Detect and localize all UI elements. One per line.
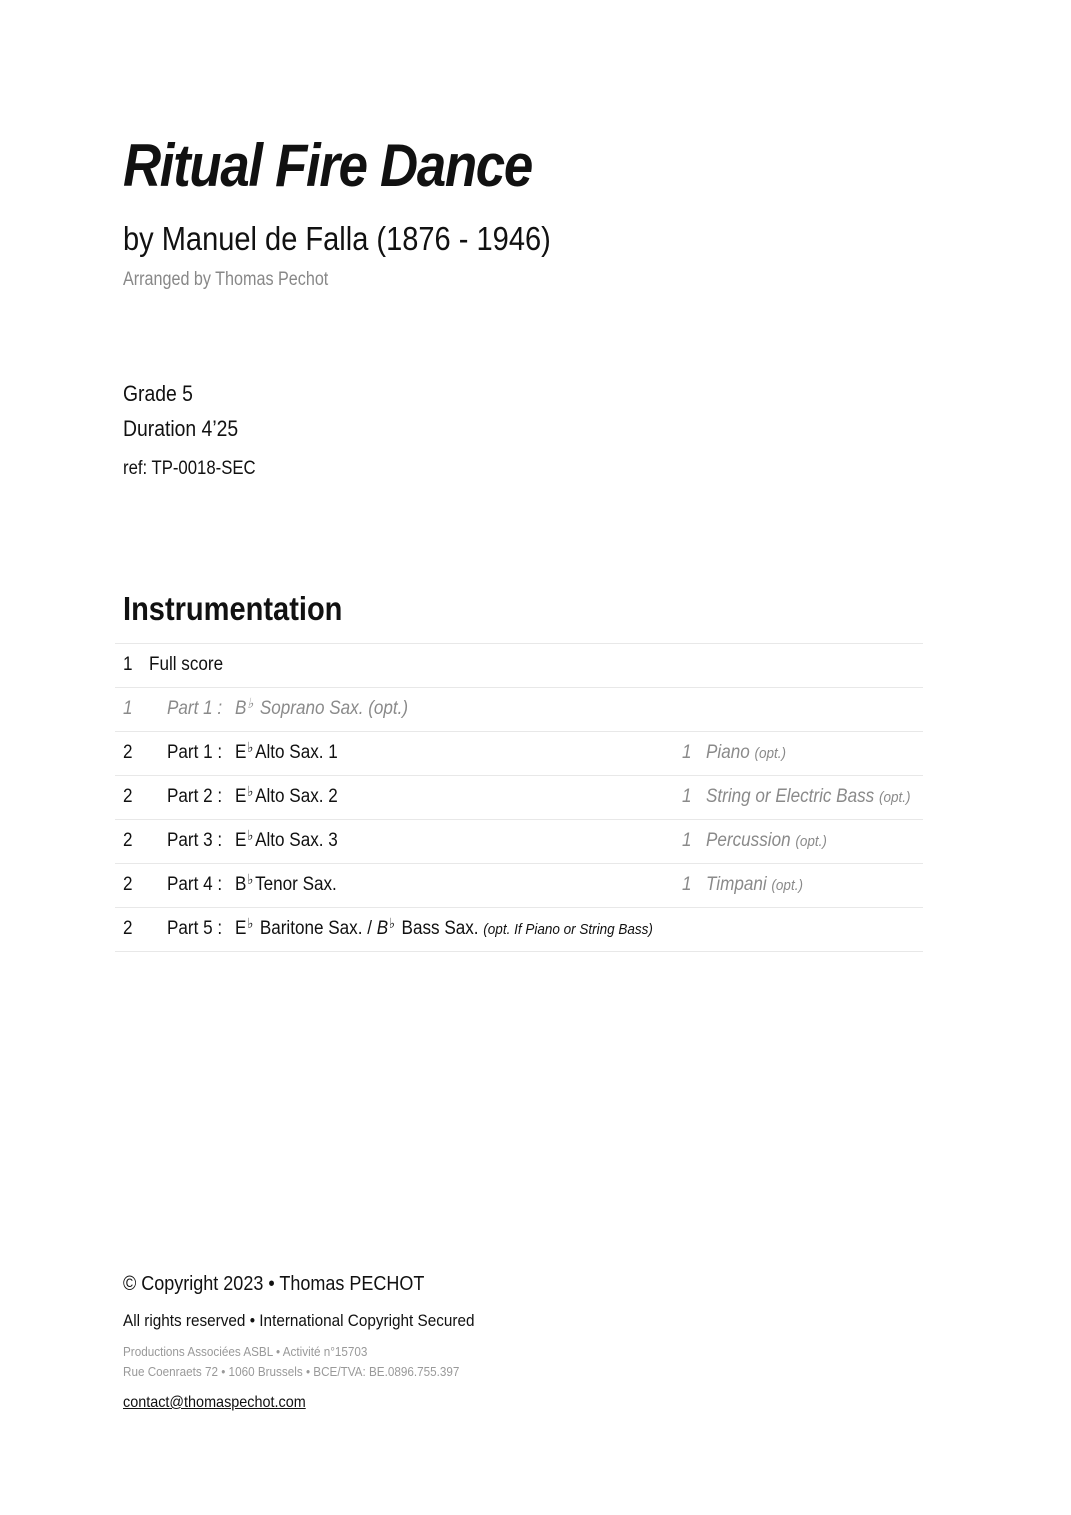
instrument [235, 739, 338, 763]
instrument-name: Bass Sax. [401, 918, 479, 939]
instrument-name: Tenor Sax. [255, 874, 337, 895]
part-label: Part 3 : [167, 830, 223, 851]
key-letter: E [235, 742, 247, 763]
instrument-name: Alto Sax. 2 [255, 786, 338, 807]
part-label: Part 2 : [167, 786, 223, 807]
part-label: Full score [149, 654, 224, 675]
contact-email-link[interactable]: contact@thomaspechot.com [123, 1394, 306, 1411]
secondary-instrument [706, 743, 786, 762]
instrument [235, 695, 409, 719]
table-row [115, 776, 923, 820]
secondary-instrument-name: Timpani [706, 874, 767, 895]
table-row [115, 864, 923, 908]
instrument-name: Alto Sax. 1 [255, 742, 338, 763]
key-letter: E [235, 786, 247, 807]
flat-sign: ♭ [247, 915, 254, 931]
optional-note: (opt.) [754, 745, 787, 762]
instrument [235, 827, 338, 851]
address-line-1: Productions Associées ASBL • Activité n°15703 [123, 1344, 368, 1359]
address-line-2: Rue Coenraets 72 • 1060 Brussels • BCE/TVA: BE.0896.755.397 [123, 1364, 460, 1379]
grade: Grade 5 [123, 381, 193, 406]
flat-sign: ♭ [247, 739, 254, 755]
instrument [235, 783, 338, 807]
secondary-instrument-name: String or Electric Bass [706, 786, 875, 807]
secondary-instrument [706, 831, 827, 850]
secondary-instrument-name: Piano [706, 742, 750, 763]
optional-note: (opt.) [795, 833, 827, 850]
flat-sign: ♭ [389, 915, 396, 931]
flat-sign: ♭ [247, 783, 254, 799]
table-row [115, 644, 923, 688]
instrument-name: Baritone Sax. / [259, 918, 372, 939]
arranger-line: Arranged by Thomas Pechot [123, 269, 329, 290]
secondary-instrument-name: Percussion [706, 830, 791, 851]
quantity: 2 [123, 786, 133, 807]
quantity: 1 [123, 654, 133, 675]
quantity: 2 [123, 830, 133, 851]
instrument [235, 915, 653, 939]
copyright-line: © Copyright 2023 • Thomas PECHOT [123, 1273, 425, 1295]
instrumentation-heading: Instrumentation [123, 590, 343, 627]
key-letter: B [235, 698, 247, 719]
table-row [115, 820, 923, 864]
instrument [235, 871, 337, 895]
reference-code: ref: TP-0018-SEC [123, 458, 256, 479]
composer-line: by Manuel de Falla (1876 - 1946) [123, 220, 551, 257]
table-row [115, 908, 923, 952]
piece-title: Ritual Fire Dance [123, 132, 532, 199]
instrumentation-table [115, 643, 923, 952]
instrument-name: Alto Sax. 3 [255, 830, 338, 851]
flat-sign: ♭ [247, 871, 254, 887]
part-label: Part 4 : [167, 874, 223, 895]
key-letter: B [376, 918, 389, 939]
key-letter: E [235, 830, 247, 851]
secondary-quantity: 1 [682, 742, 692, 763]
part-label: Part 1 : [167, 742, 223, 763]
instrument-name: Soprano Sax. (opt.) [259, 698, 409, 719]
part-label: Part 5 : [167, 918, 223, 939]
duration: Duration 4’25 [123, 416, 239, 441]
quantity: 2 [123, 918, 133, 939]
secondary-instrument [706, 875, 803, 894]
secondary-quantity: 1 [682, 786, 692, 807]
part-label: Part 1 : [167, 698, 223, 719]
table-row [115, 688, 923, 732]
key-letter: E [235, 918, 247, 939]
optional-note: (opt. If Piano or String Bass) [483, 921, 653, 938]
quantity: 2 [123, 742, 133, 763]
rights-line: All rights reserved • International Copyright Secured [123, 1311, 475, 1330]
secondary-quantity: 1 [682, 874, 692, 895]
secondary-quantity: 1 [682, 830, 692, 851]
key-letter: B [235, 874, 247, 895]
optional-note: (opt.) [771, 877, 803, 894]
flat-sign: ♭ [247, 695, 254, 711]
optional-note: (opt.) [878, 789, 911, 806]
secondary-instrument [706, 787, 910, 806]
table-row [115, 732, 923, 776]
flat-sign: ♭ [247, 827, 254, 843]
quantity: 1 [123, 698, 133, 719]
quantity: 2 [123, 874, 133, 895]
